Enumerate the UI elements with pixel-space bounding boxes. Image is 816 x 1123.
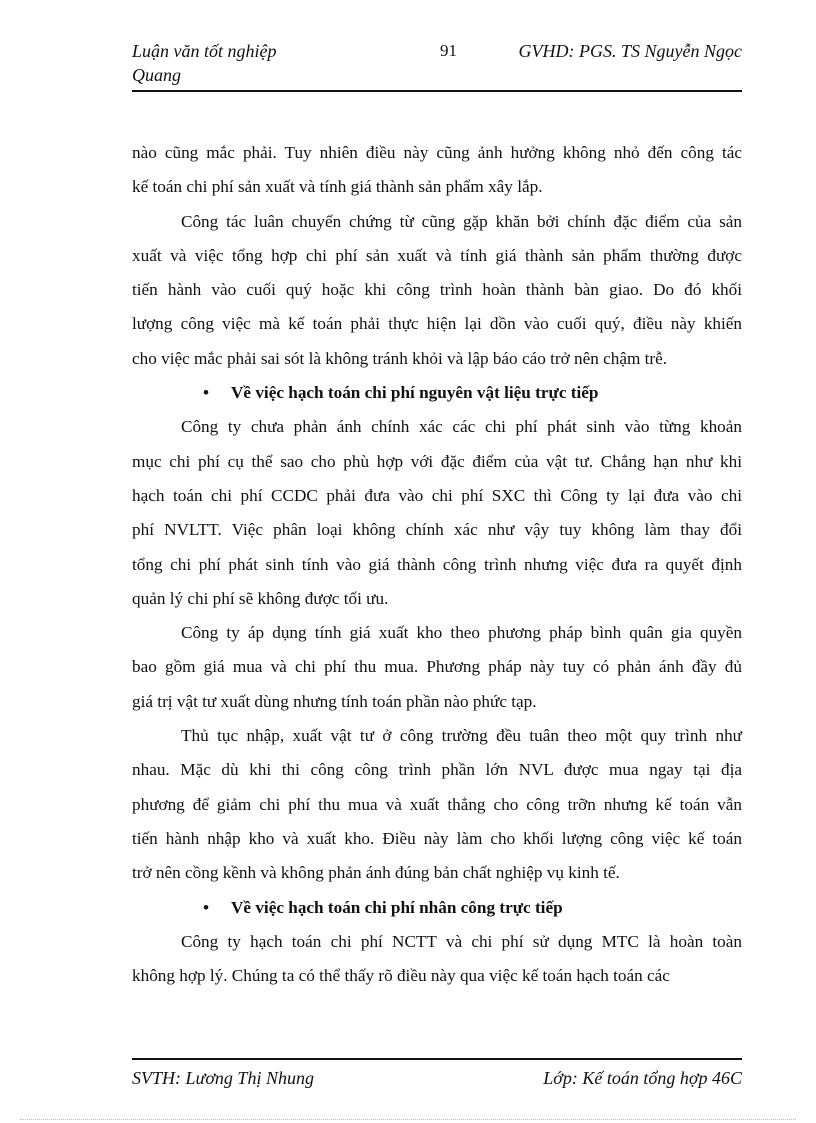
section-heading-direct-labor [132,891,742,925]
text-line: nào cũng mắc phải. Tuy nhiên điều này cũng ảnh hưởng không nhỏ đến công tác [132,143,742,162]
header-supervisor-continued: Quang [132,65,181,85]
bullet-icon: • [203,383,210,403]
text-line: cho việc mắc phải sai sót là không tránh khỏi và lập báo cáo trở nên chậm trễ. [132,348,668,368]
footer-class: Lớp: Kế toán tổng hợp 46C [543,1068,742,1088]
text-line: giá trị vật tư xuất dùng nhưng tính toán phần nào phức tạp. [132,691,537,711]
bullet-icon: • [203,897,210,917]
text-line: trở nên cồng kềnh và không phản ánh đúng bản chất nghiệp vụ kinh tế. [132,863,620,883]
heading-text: Về việc hạch toán chi phí nguyên vật liệu trực tiếp [231,383,599,403]
page-bottom-divider [20,1119,796,1120]
text-line: quản lý chi phí sẽ không được tối ưu. [132,588,389,608]
text-line: lượng công việc mà kế toán phải thực hiện lại dồn vào cuối quý, điều này khiến [132,314,742,334]
text-line: Công tác luân chuyển chứng từ cũng gặp khăn bởi chính đặc điểm của sản [181,211,742,231]
text-line: kế toán chi phí sản xuất và tính giá thành sản phẩm xây lắp. [132,177,543,197]
text-line: mục chi phí cụ thể sao cho phù hợp với đặc điểm của vật tư. Chẳng hạn như khi [132,451,742,471]
text-line: Công ty hạch toán chi phí NCTT và chi phí sử dụng MTC là hoàn toàn [181,931,742,951]
text-line: tổng chi phí phát sinh tính vào giá thành công trình nhưng việc đưa ra quyết định [132,554,742,574]
text-line: tiến hành nhập kho và xuất kho. Điều này làm cho khối lượng công việc kế toán [132,828,742,848]
header-supervisor: GVHD: PGS. TS Nguyễn Ngọc [518,41,742,61]
text-line: phương để giảm chi phí thu mua và xuất thẳng cho công trỡn nhưng kế toán vẫn [132,794,742,814]
page-header [132,38,742,92]
section-heading-raw-materials [132,376,742,410]
page-footer [132,1058,742,1094]
text-line: phí NVLTT. Việc phân loại không chính xác như vậy tuy không làm thay đổi [132,520,742,540]
text-line: tiến hành vào cuối quý hoặc khi công trình hoàn thành bàn giao. Do đó khối [132,280,742,300]
text-line: Công ty áp dụng tính giá xuất kho theo phương pháp bình quân gia quyền [181,623,742,643]
text-line: nhau. Mặc dù khi thi công công trình phần lớn NVL được mua ngay tại địa [132,760,742,780]
text-line: Thủ tục nhập, xuất vật tư ở công trường đều tuân theo một quy trình như [181,726,742,746]
text-line: không hợp lý. Chúng ta có thể thấy rõ điều này qua việc kế toán hạch toán các [132,966,670,986]
heading-text: Về việc hạch toán chi phí nhân công trực tiếp [231,897,563,917]
text-line: bao gồm giá mua và chi phí thu mua. Phương pháp này tuy có phản ánh đầy đủ [132,657,742,677]
text-line: Công ty chưa phản ánh chính xác các chi phí phát sinh vào từng khoản [181,417,742,437]
footer-student: SVTH: Lương Thị Nhung [132,1068,314,1088]
text-line: hạch toán chi phí CCDC phải đưa vào chi phí SXC thì Công ty lại đưa vào chi [132,485,742,505]
document-body [132,136,742,993]
text-line: xuất và việc tổng hợp chi phí sản xuất và tính giá thành sản phẩm thường được [132,245,742,265]
page-number: 91 [440,41,457,60]
header-thesis-title: Luận văn tốt nghiệp [132,41,277,61]
